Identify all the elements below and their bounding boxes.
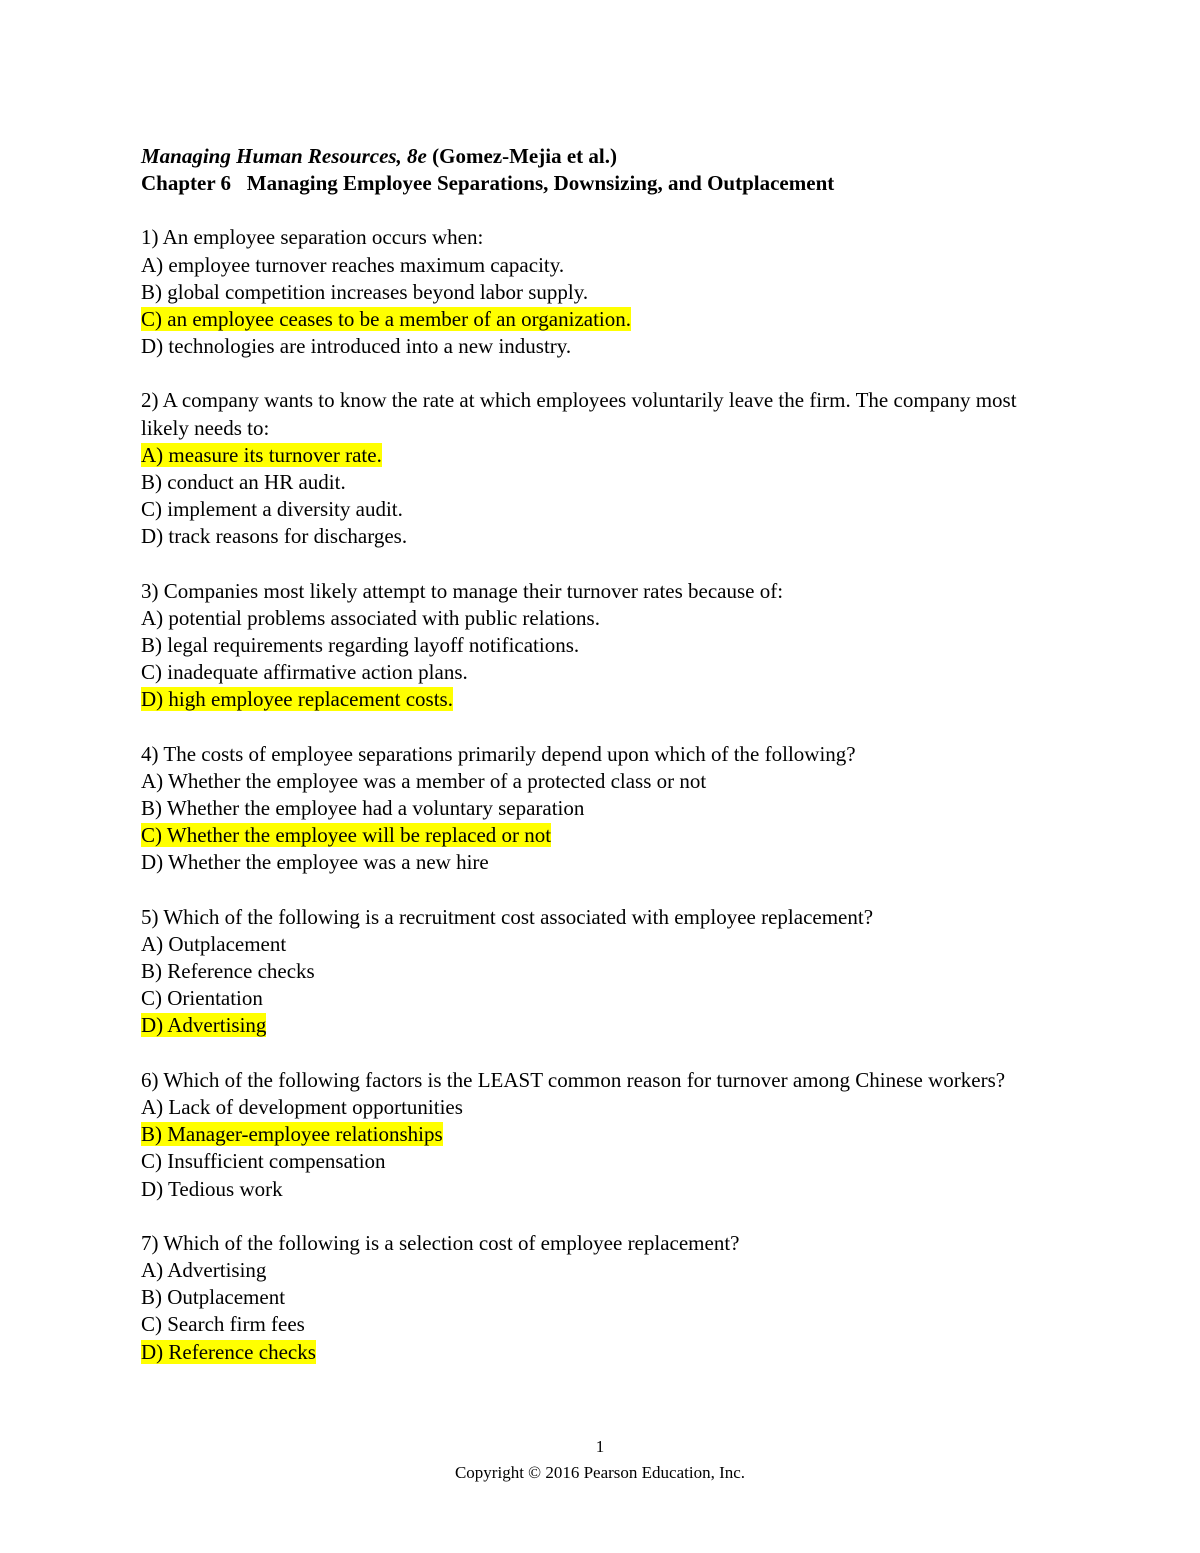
answer-option-correct <box>141 306 1041 333</box>
answer-text: C) implement a diversity audit. <box>141 497 403 522</box>
answer-text: B) legal requirements regarding layoff notifications. <box>141 633 580 658</box>
answer-option <box>141 931 1041 958</box>
question-6 <box>141 1067 1041 1203</box>
answer-text: A) Whether the employee was a member of a protected class or not <box>141 768 707 793</box>
answer-option <box>141 1094 1041 1121</box>
answer-option <box>141 605 1041 632</box>
answer-option <box>141 469 1041 496</box>
question-text: 3) Companies most likely attempt to manage their turnover rates because of: <box>141 578 784 603</box>
question-text: 7) Which of the following is a selection cost of employee replacement? <box>141 1230 740 1255</box>
question-text: 2) A company wants to know the rate at which employees voluntarily leave the firm. The company most likely needs to: <box>141 388 1017 440</box>
answer-text: D) Tedious work <box>141 1176 283 1201</box>
answer-option-correct <box>141 822 1041 849</box>
answer-option <box>141 252 1041 279</box>
answer-text: A) employee turnover reaches maximum capacity. <box>141 252 565 277</box>
answer-text: D) Whether the employee was a new hire <box>141 850 489 875</box>
highlighted-answer: D) Advertising <box>141 1013 267 1038</box>
answer-option <box>141 985 1041 1012</box>
answer-option <box>141 1284 1041 1311</box>
highlighted-answer: D) Reference checks <box>141 1339 316 1364</box>
answer-option <box>141 632 1041 659</box>
answer-text: B) Whether the employee had a voluntary separation <box>141 796 585 821</box>
answer-option <box>141 1148 1041 1175</box>
answer-option <box>141 659 1041 686</box>
answer-option-correct <box>141 1121 1041 1148</box>
answer-text: D) technologies are introduced into a new industry. <box>141 334 572 359</box>
answer-option-correct <box>141 442 1041 469</box>
highlighted-answer: C) an employee ceases to be a member of an organization. <box>141 307 632 332</box>
answer-text: A) potential problems associated with public relations. <box>141 605 600 630</box>
question-text: 1) An employee separation occurs when: <box>141 225 484 250</box>
highlighted-answer: A) measure its turnover rate. <box>141 442 382 467</box>
highlighted-answer: B) Manager-employee relationships <box>141 1122 443 1147</box>
answer-option <box>141 1257 1041 1284</box>
answer-text: C) Insufficient compensation <box>141 1149 386 1174</box>
chapter-title: Chapter 6 Managing Employee Separations, Downsizing, and Outplacement <box>141 171 835 196</box>
answer-text: C) Search firm fees <box>141 1312 305 1337</box>
answer-option <box>141 333 1041 360</box>
question-2 <box>141 387 1041 550</box>
answer-text: C) inadequate affirmative action plans. <box>141 660 468 685</box>
book-authors: (Gomez-Mejia et al.) <box>426 144 617 168</box>
answer-option <box>141 768 1041 795</box>
highlighted-answer: C) Whether the employee will be replaced or not <box>141 823 552 848</box>
answer-option-correct <box>141 686 1041 713</box>
highlighted-answer: D) high employee replacement costs. <box>141 687 453 712</box>
question-7 <box>141 1230 1041 1366</box>
answer-option <box>141 279 1041 306</box>
answer-text: A) Advertising <box>141 1257 267 1282</box>
answer-option <box>141 496 1041 523</box>
answer-text: A) Outplacement <box>141 931 287 956</box>
question-1 <box>141 224 1041 360</box>
book-title-line <box>141 143 1041 170</box>
answer-text: B) Reference checks <box>141 959 315 984</box>
answer-text: B) conduct an HR audit. <box>141 470 346 495</box>
question-list <box>141 224 1041 1365</box>
book-title: Managing Human Resources, 8e <box>141 144 427 168</box>
question-4 <box>141 741 1041 877</box>
answer-option <box>141 795 1041 822</box>
answer-option <box>141 958 1041 985</box>
copyright-notice: Copyright © 2016 Pearson Education, Inc. <box>454 1463 746 1482</box>
answer-option-correct <box>141 1339 1041 1366</box>
answer-text: C) Orientation <box>141 986 263 1011</box>
document-body <box>141 143 1041 1393</box>
answer-option <box>141 1311 1041 1338</box>
answer-option-correct <box>141 1012 1041 1039</box>
question-5 <box>141 904 1041 1040</box>
answer-option <box>141 849 1041 876</box>
answer-option <box>141 523 1041 550</box>
question-text: 4) The costs of employee separations primarily depend upon which of the following? <box>141 741 856 766</box>
page-number: 1 <box>595 1437 605 1456</box>
answer-text: D) track reasons for discharges. <box>141 524 408 549</box>
answer-option <box>141 1176 1041 1203</box>
answer-text: B) Outplacement <box>141 1285 286 1310</box>
question-text: 6) Which of the following factors is the LEAST common reason for turnover among Chinese workers? <box>141 1067 1006 1092</box>
question-text: 5) Which of the following is a recruitment cost associated with employee replacement? <box>141 904 874 929</box>
answer-text: A) Lack of development opportunities <box>141 1094 463 1119</box>
question-3 <box>141 578 1041 714</box>
answer-text: B) global competition increases beyond labor supply. <box>141 279 589 304</box>
